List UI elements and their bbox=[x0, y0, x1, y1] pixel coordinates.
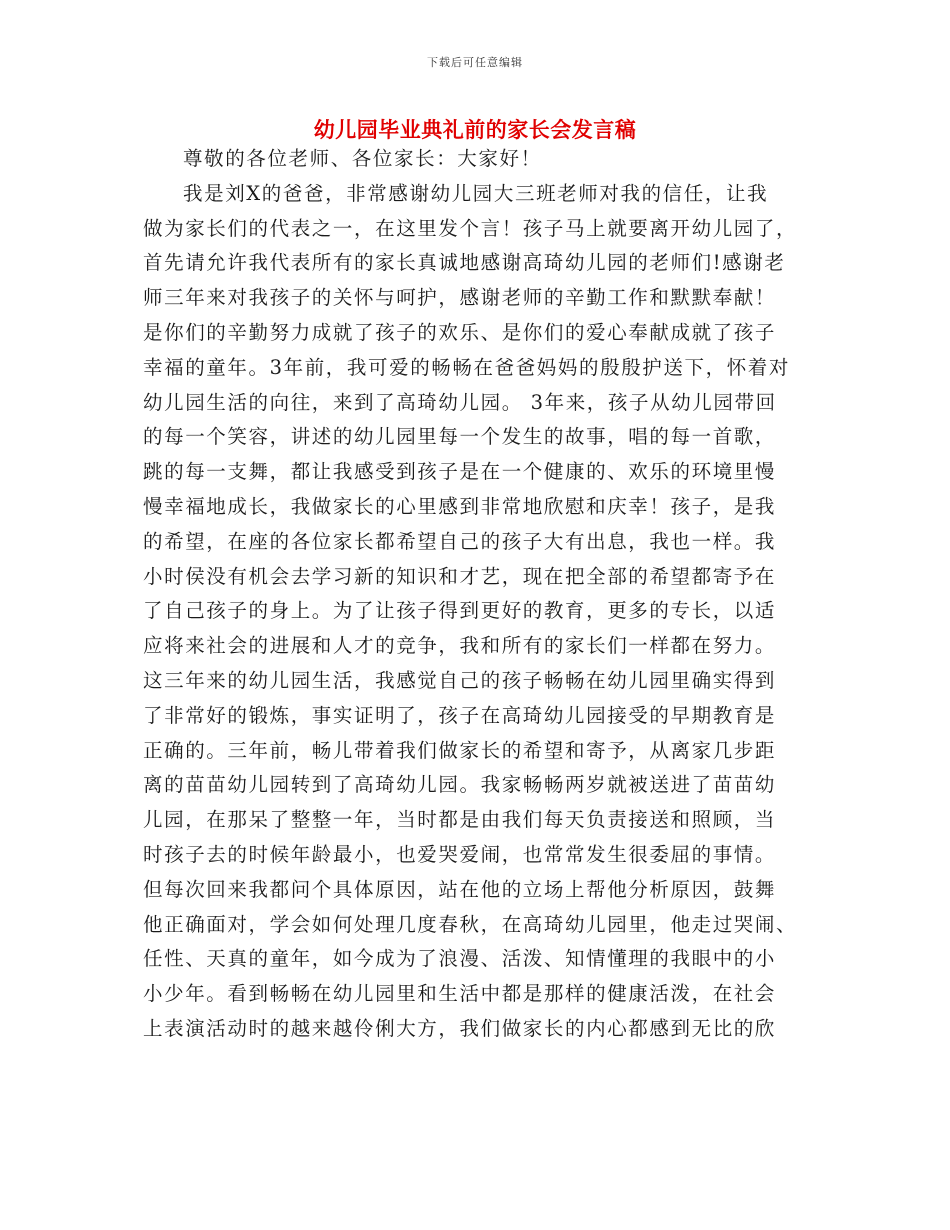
paragraph-line: 首先请允许我代表所有的家长真诚地感谢高琦幼儿园的老师们!感谢老 bbox=[143, 251, 786, 275]
document-title: 幼儿园毕业典礼前的家长会发言稿 bbox=[313, 118, 637, 142]
paragraph-line: 师三年来对我孩子的关怀与呵护，感谢老师的辛勤工作和默默奉献！ bbox=[143, 286, 777, 310]
paragraph-line: 任性、天真的童年，如今成为了浪漫、活泼、知情懂理的我眼中的小 bbox=[143, 947, 777, 971]
paragraph-line: 了自己孩子的身上。为了让孩子得到更好的教育，更多的专长，以适 bbox=[143, 599, 777, 623]
paragraph-line: 跳的每一支舞，都让我感受到孩子是在一个健康的、欢乐的环境里慢 bbox=[143, 460, 777, 484]
paragraph-line: 幸福的童年。3年前，我可爱的畅畅在爸爸妈妈的殷殷护送下，怀着对 bbox=[143, 355, 791, 379]
paragraph-line: 儿园，在那呆了整整一年，当时都是由我们每天负责接送和照顾，当 bbox=[143, 808, 777, 832]
page-header-note: 下载后可任意编辑 bbox=[427, 56, 523, 69]
paragraph-line: 慢幸福地成长，我做家长的心里感到非常地欣慰和庆幸！孩子，是我 bbox=[143, 494, 777, 518]
paragraph-line: 小时侯没有机会去学习新的知识和才艺，现在把全部的希望都寄予在 bbox=[143, 564, 777, 588]
paragraph-line: 但每次回来我都问个具体原因，站在他的立场上帮他分析原因，鼓舞 bbox=[143, 877, 777, 901]
document-body bbox=[143, 142, 803, 1047]
paragraph-line: 是你们的辛勤努力成就了孩子的欢乐、是你们的爱心奉献成就了孩子 bbox=[143, 320, 777, 344]
paragraph-line: 我是刘X的爸爸，非常感谢幼儿园大三班老师对我的信任，让我 bbox=[183, 181, 769, 205]
paragraph-line: 的每一个笑容，讲述的幼儿园里每一个发生的故事，唱的每一首歌， bbox=[143, 425, 777, 449]
paragraph-line: 离的苗苗幼儿园转到了高琦幼儿园。我家畅畅两岁就被送进了苗苗幼 bbox=[143, 773, 777, 797]
paragraph-line: 这三年来的幼儿园生活，我感觉自己的孩子畅畅在幼儿园里确实得到 bbox=[143, 668, 777, 692]
paragraph-line: 的希望，在座的各位家长都希望自己的孩子大有出息，我也一样。我 bbox=[143, 529, 777, 553]
paragraph-line: 他正确面对，学会如何处理几度春秋，在高琦幼儿园里，他走过哭闹、 bbox=[143, 912, 798, 936]
salutation-line: 尊敬的各位老师、各位家长：大家好！ bbox=[183, 147, 542, 170]
paragraph-line: 做为家长们的代表之一，在这里发个言！孩子马上就要离开幼儿园了， bbox=[143, 216, 798, 240]
paragraph-line: 时孩子去的时候年龄最小，也爱哭爱闹，也常常发生很委屈的事情。 bbox=[143, 842, 777, 866]
paragraph-line: 小少年。看到畅畅在幼儿园里和生活中都是那样的健康活泼，在社会 bbox=[143, 982, 777, 1006]
paragraph-line: 幼儿园生活的向往，来到了高琦幼儿园。 3年来，孩子从幼儿园带回 bbox=[143, 390, 777, 414]
paragraph-line: 应将来社会的进展和人才的竞争，我和所有的家长们一样都在努力。 bbox=[143, 634, 777, 658]
paragraph-line: 了非常好的锻炼，事实证明了，孩子在高琦幼儿园接受的早期教育是 bbox=[143, 703, 777, 727]
paragraph-line: 正确的。三年前，畅儿带着我们做家长的希望和寄予，从离家几步距 bbox=[143, 738, 777, 762]
paragraph-line: 上表演活动时的越来越伶俐大方，我们做家长的内心都感到无比的欣 bbox=[143, 1016, 777, 1040]
